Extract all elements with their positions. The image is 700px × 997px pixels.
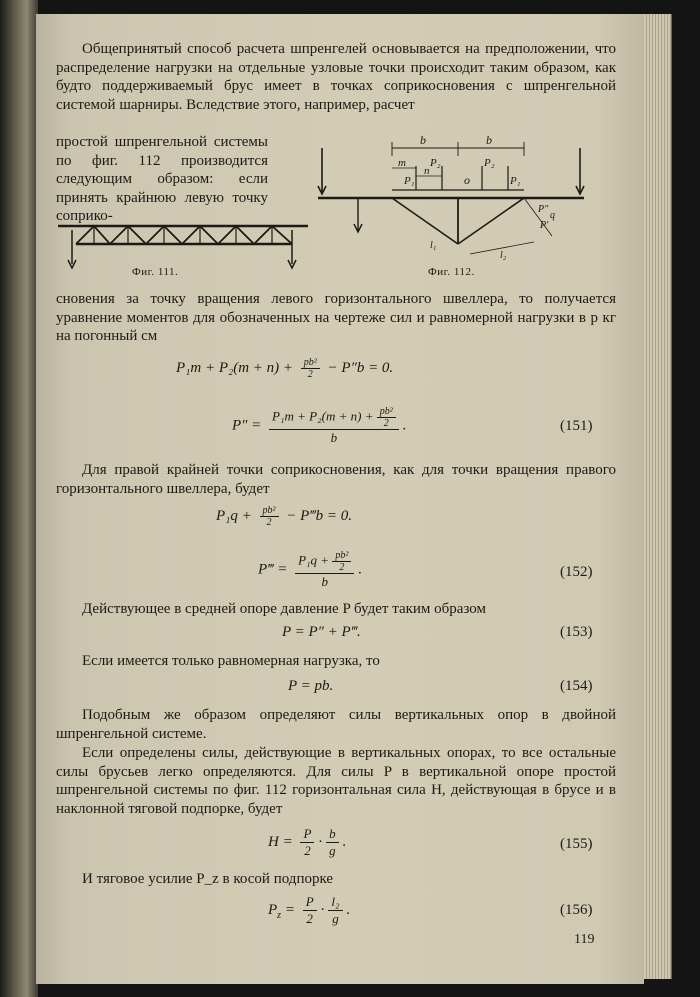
- formula-153-number: (153): [560, 624, 593, 640]
- label-o: o: [464, 173, 470, 187]
- book-page: [36, 14, 644, 984]
- label-p-prime: P′: [540, 220, 549, 231]
- paragraph-6: Подобным же образом определяют силы вертикальных опор в двойной шпренгельной системе.: [56, 707, 616, 742]
- formula-155: H = $\frac{P}{2}$ · $\frac{b}{g}$ .: [268, 826, 347, 858]
- paragraph-3: Для правой крайней точки соприкосновения, как для точки вращения правого горизонтального швеллера, будет: [56, 462, 616, 497]
- formula-153: P = P″ + P‴.: [282, 624, 361, 640]
- label-l1: l₁: [430, 240, 437, 251]
- formula-156: $P_z$ = $\frac{P}{2}$ · $\frac{\text{l₂}}{g}$ .: [268, 894, 351, 926]
- formula-155-number: (155): [560, 836, 593, 852]
- figure-112-caption: Фиг. 112.: [428, 266, 475, 278]
- label-p2-left: P₂: [430, 157, 441, 169]
- formula-154: P = pb.: [288, 678, 334, 694]
- label-b-right: b: [486, 133, 492, 147]
- label-p1-left: P₁: [404, 175, 415, 187]
- formula-152: P‴ = P₁q + $\frac{\text{pb²}}{2}$ b .: [258, 550, 363, 589]
- paragraph-2: сновения за точку вращения левого горизонтального швеллера, то получается уравнение моментов для обозначенных на чертеже сил и равномерной нагрузки в p кг на погонный см: [56, 291, 616, 345]
- label-p-dprime: P″: [538, 204, 549, 215]
- label-l2: l₂: [500, 250, 507, 261]
- formula-154-number: (154): [560, 678, 593, 694]
- formula-moment-left: P₁m + P₂(m + n) + $\frac{\text{pb²}}{2}$ − P″b = 0.: [176, 357, 394, 380]
- formula-156-number: (156): [560, 902, 593, 918]
- label-q: q: [550, 210, 555, 221]
- page-number: 119: [574, 932, 595, 947]
- paragraph-1-wrap: простой шпренгельной системы по фиг. 112 производится следующим образом: если принять крайнюю левую точку соприко-: [56, 134, 268, 225]
- label-p2-right: P₂: [484, 157, 495, 169]
- figure-111-caption: Фиг. 111.: [132, 266, 179, 278]
- paragraph-8: И тяговое усилие P_z в косой подпорке: [82, 871, 334, 887]
- paragraph-5: Если имеется только равномерная нагрузка, то: [82, 653, 380, 669]
- formula-moment-right: P₁q + $\frac{\text{pb²}}{2}$ − P‴b = 0.: [216, 505, 352, 528]
- left-page-edge: [0, 0, 38, 997]
- truss-figure-111: [54, 210, 312, 276]
- label-b-left: b: [420, 133, 426, 147]
- formula-152-number: (152): [560, 564, 593, 580]
- label-m: m: [398, 157, 406, 169]
- formula-151: P″ = P₁m + P₂(m + n) + $\frac{\text{pb²}}{2}$ b .: [232, 406, 407, 445]
- label-n: n: [424, 165, 430, 177]
- label-p1-right: P₁: [510, 175, 521, 187]
- truss-figure-112: [312, 126, 588, 266]
- paragraph-1: Общепринятый способ расчета шпренгелей основывается на предположении, что распределение нагрузки на отдельные узловые точки происходит таким образом, как будто поддерживаемый брус имеет в точках соприкосновения с шпренгельной системой шарниры. Вследствие этого, например, расчет: [56, 41, 616, 113]
- paragraph-4: Действующее в средней опоре давление P будет таким образом: [82, 601, 486, 617]
- formula-151-number: (151): [560, 418, 593, 434]
- paragraph-7: Если определены силы, действующие в вертикальных опорах, то все остальные силы брусьев легко определяются. Для силы P в вертикальной опоре простой шпренгельной системы по фиг. 112 горизонтальная сила H, действующая в брусе и в наклонной тяговой подпорке, будет: [56, 745, 616, 817]
